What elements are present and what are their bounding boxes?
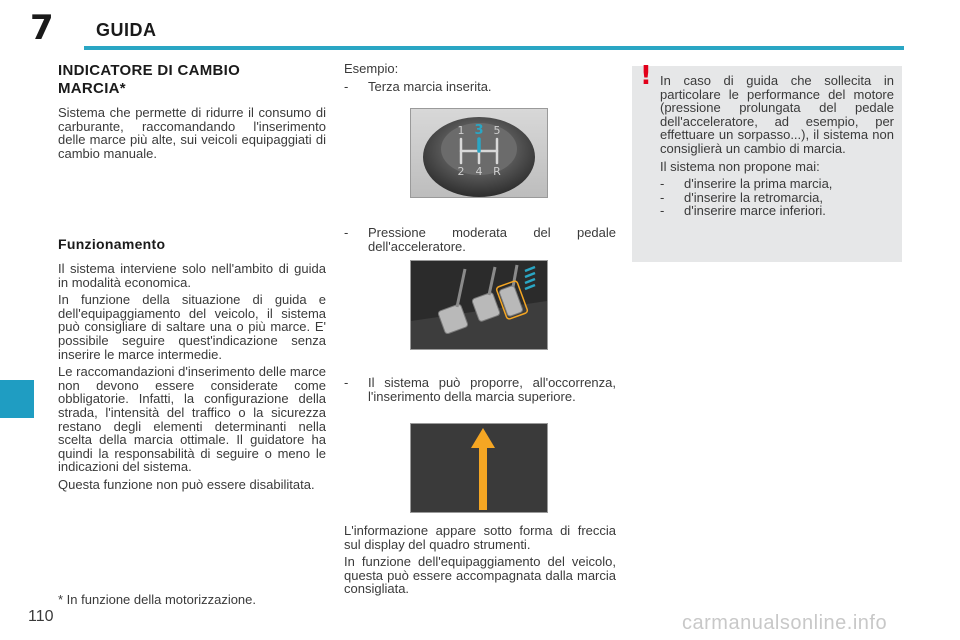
paragraph: Questa funzione non può essere disabilitata.	[58, 476, 315, 492]
warning-icon: !	[640, 61, 652, 91]
paragraph: L'informazione appare sotto forma di freccia sul display del quadro strumenti.	[344, 523, 616, 552]
paragraph: In funzione della situazione di guida e dell'equipaggiamento del veicolo, il sistema può consigliare di saltare una o più marce. E' possibile seguire quest'indicazione senza inserire le marce intermedie.	[58, 292, 326, 362]
example-label: Esempio:	[344, 61, 399, 76]
pedals-figure	[410, 260, 548, 350]
intro-paragraph: Sistema che permette di ridurre il consumo di carburante, raccomandando l'inserimento delle marce più alte, sui veicoli equipaggiati di cambio manuale.	[58, 105, 326, 161]
list-item: - Terza marcia inserita.	[344, 78, 492, 94]
section-heading: INDICATORE DI CAMBIO MARCIA*	[58, 62, 241, 97]
shift-arrow-figure	[410, 423, 548, 513]
paragraph: Le raccomandazioni d'inserimento delle marce non devono essere considerate come obbligatorie. Infatti, la configurazione della strada, l'intensità del traffico o la sicurezza restano degli elementi determinanti nella scelta della marcia ottimale. Il guidatore ha quindi la responsabilità di seguire o meno le indicazioni del sistema.	[58, 364, 326, 475]
list-item: - Il sistema può proporre, all'occorrenza, l'inserimento della marcia superiore.	[344, 375, 616, 404]
list-item: - Pressione moderata del pedale dell'acceleratore.	[344, 225, 616, 254]
middle-closing	[344, 524, 616, 600]
chapter-side-tab	[0, 380, 34, 418]
middle-column	[344, 62, 616, 93]
page-number: 110	[28, 608, 54, 625]
gear-label: 5	[493, 124, 501, 137]
warning-paragraph: In caso di guida che sollecita in particolare le performance del motore (pressione prolungata del pedale dell'acceleratore, ad esempio, per effettuare un sorpasso...), il sistema non consiglierà un cambio di marcia.	[660, 73, 894, 156]
subsection-heading: Funzionamento	[58, 236, 166, 253]
gear-knob-figure	[410, 108, 548, 198]
warning-box	[632, 61, 902, 262]
gear-label: 4	[475, 165, 483, 178]
chapter-title: GUIDA	[96, 20, 157, 40]
watermark: carmanualsonline.info	[682, 612, 888, 634]
footnote: * In funzione della motorizzazione.	[58, 592, 257, 607]
paragraph: Il sistema interviene solo nell'ambito di guida in modalità economica.	[58, 260, 326, 290]
arrow-up-icon	[411, 424, 547, 512]
left-column	[58, 62, 326, 495]
gear-knob-icon	[411, 109, 547, 197]
warning-paragraph: Il sistema non propone mai:	[660, 158, 820, 174]
gear-label: 2	[457, 165, 465, 178]
chapter-number: 7	[30, 8, 54, 48]
middle-item-2	[344, 226, 616, 253]
gear-label: 1	[457, 124, 465, 137]
paragraph: In funzione dell'equipaggiamento del veicolo, questa può essere accompagnata dalla marcia consigliata.	[344, 554, 616, 597]
warning-list-item: - d'inserire marce inferiori.	[660, 203, 826, 219]
pedals-icon	[411, 261, 547, 349]
middle-item-3	[344, 376, 616, 403]
gear-label: R	[493, 165, 501, 178]
header-rule	[84, 46, 904, 50]
warning-list-item: - d'inserire la prima marcia,	[660, 176, 833, 192]
gear-label-selected: 3	[474, 123, 484, 138]
warning-list-item: - d'inserire la retromarcia,	[660, 189, 824, 205]
